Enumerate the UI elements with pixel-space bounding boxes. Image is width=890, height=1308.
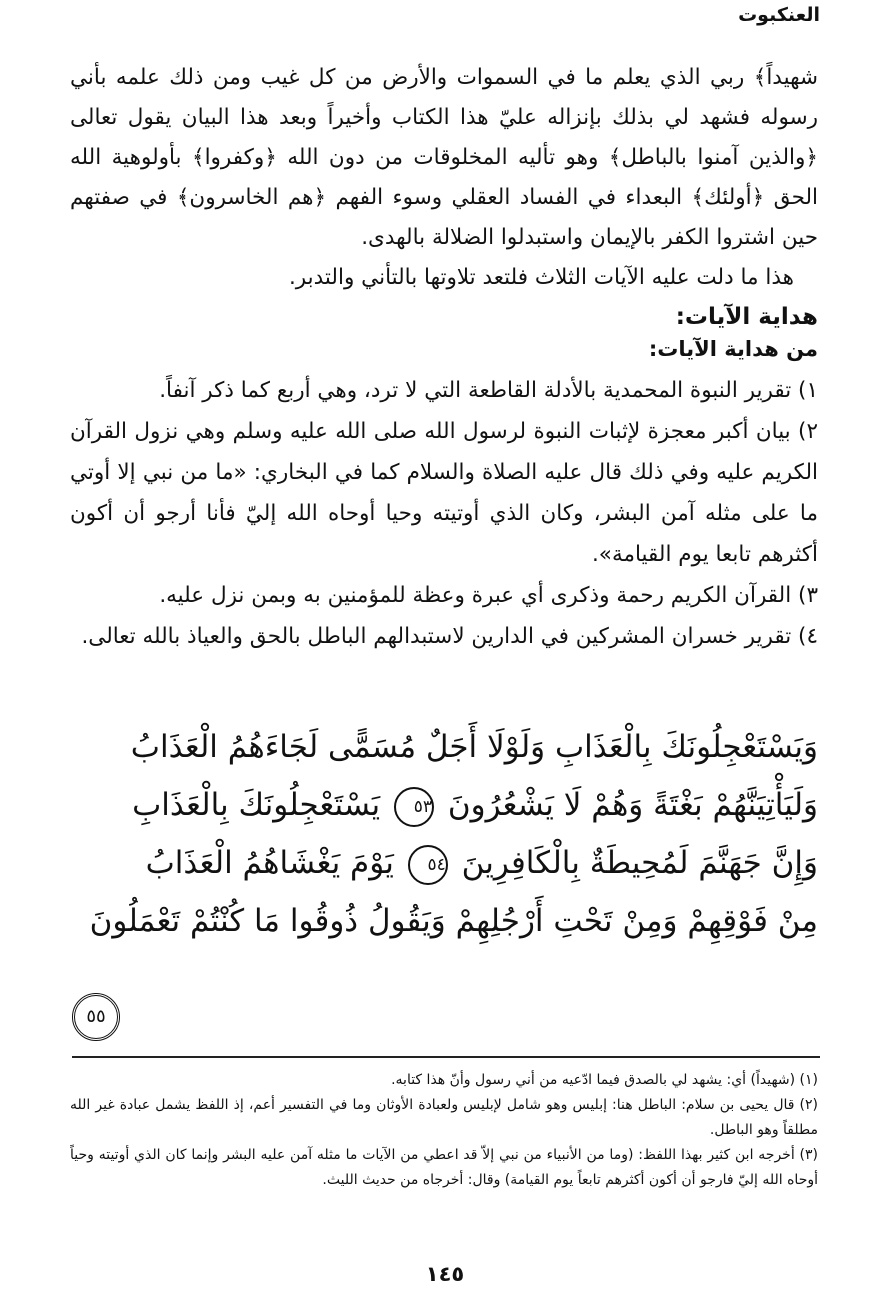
commentary-paragraph: شهيداً﴾ ربي الذي يعلم ما في السموات والأرض من كل غيب ومن ذلك علمه بأني رسوله فشهد لي بذلك بإنزاله عليّ هذا الكتاب وأخيراً وبعد هذا البيان يقول تعالى ﴿والذين آمنوا بالباطل﴾ وهو تأليه المخلوقات من دون الله ﴿وكفروا﴾ بأولوهية الله الحق ﴿أولئك﴾ البعداء في الفساد العقلي وسوء الفهم ﴿هم الخاسرون﴾ في صفتهم حين اشتروا الكفر بالإيمان واستبدلوا الضلالة بالهدى. [70,65,818,250]
guidance-item: ٢) بيان أكبر معجزة لإثبات النبوة لرسول الله صلى الله عليه وسلم وهي نزول القرآن الكريم عليه وفي ذلك قال عليه الصلاة والسلام كما في البخاري: «ما من نبي إلا أوتي ما على مثله آمن البشر، وكان الذي أوتيته وحيا أوحاه الله إليّ فأنا أرجو أن أكون أكثرهم تابعا يوم القيامة». [70,419,818,567]
guidance-item: ١) تقرير النبوة المحمدية بالأدلة القاطعة التي لا ترد، وهي أربع كما ذكر آنفاً. [159,378,818,403]
ayah-number-marker: ٥٥ [72,993,120,1041]
commentary-paragraph: هذا ما دلت عليه الآيات الثلاث فلتعد تلاوتها بالتأني والتدبر. [288,265,794,290]
footnotes [70,1068,818,1193]
commentary-text [70,58,818,657]
verse-text: وَلَيَأْتِيَنَّهُمْ بَغْتَةً وَهُمْ لَا يَشْعُرُونَ [447,787,818,823]
quran-verses [70,718,818,950]
verse-line [70,834,818,892]
guidance-item: ٤) تقرير خسران المشركين في الدارين لاستبدالهم الباطل بالحق والعياذ بالله تعالى. [81,624,818,649]
ayah-number-marker: ٥٤ [408,845,448,885]
footnote-divider [72,1056,820,1058]
verse-text: يَوْمَ يَغْشَاهُمُ الْعَذَابُ [145,845,394,881]
guidance-item: ٣) القرآن الكريم رحمة وذكرى أي عبرة وعظة للمؤمنين به وبمن نزل عليه. [159,583,818,608]
footnote: (٣) أخرجه ابن كثير بهذا اللفظ: (وما من الأنبياء من نبي إلاّ قد اعطي من الآيات ما مثله آمن عليه البشر وإنما كان الذي أوتيته وحياً أوحاه الله إليّ فارجو أن أكون أكثرهم تابعاً يوم القيامة) وقال: أخرجاه من حديث الليث. [70,1147,818,1188]
section-subheading: من هداية الآيات: [648,337,818,361]
verse-line [70,892,818,950]
surah-name-header: العنكبوت [738,4,820,26]
footnote: (١) (شهيداً) أي: يشهد لي بالصدق فيما ادّعيه من أني رسول وأنّ هذا كتابه. [391,1072,818,1088]
footnote: (٢) قال يحيى بن سلام: الباطل هنا: إبليس وهو شامل لإبليس ولعبادة الأوثان وما في التفسير أعم، إذ اللفظ يشمل عبادة غير الله مطلقاً وهو الباطل. [70,1097,818,1138]
verse-text: وَيَسْتَعْجِلُونَكَ بِالْعَذَابِ وَلَوْلَا أَجَلٌ مُسَمًّى لَجَاءَهُمُ الْعَذَابُ [130,729,818,765]
ayah-number-marker: ٥٣ [394,787,434,827]
verse-text: وَإِنَّ جَهَنَّمَ لَمُحِيطَةٌ بِالْكَافِرِينَ [461,845,818,881]
verse-text: يَسْتَعْجِلُونَكَ بِالْعَذَابِ [132,787,381,823]
verse-line [70,776,818,834]
section-heading: هداية الآيات: [675,304,818,330]
verse-line [70,718,818,776]
verse-text: مِنْ فَوْقِهِمْ وَمِنْ تَحْتِ أَرْجُلِهِمْ وَيَقُولُ ذُوقُوا مَا كُنْتُمْ تَعْمَلُونَ [89,903,818,939]
page-number: ١٤٥ [425,1262,465,1286]
